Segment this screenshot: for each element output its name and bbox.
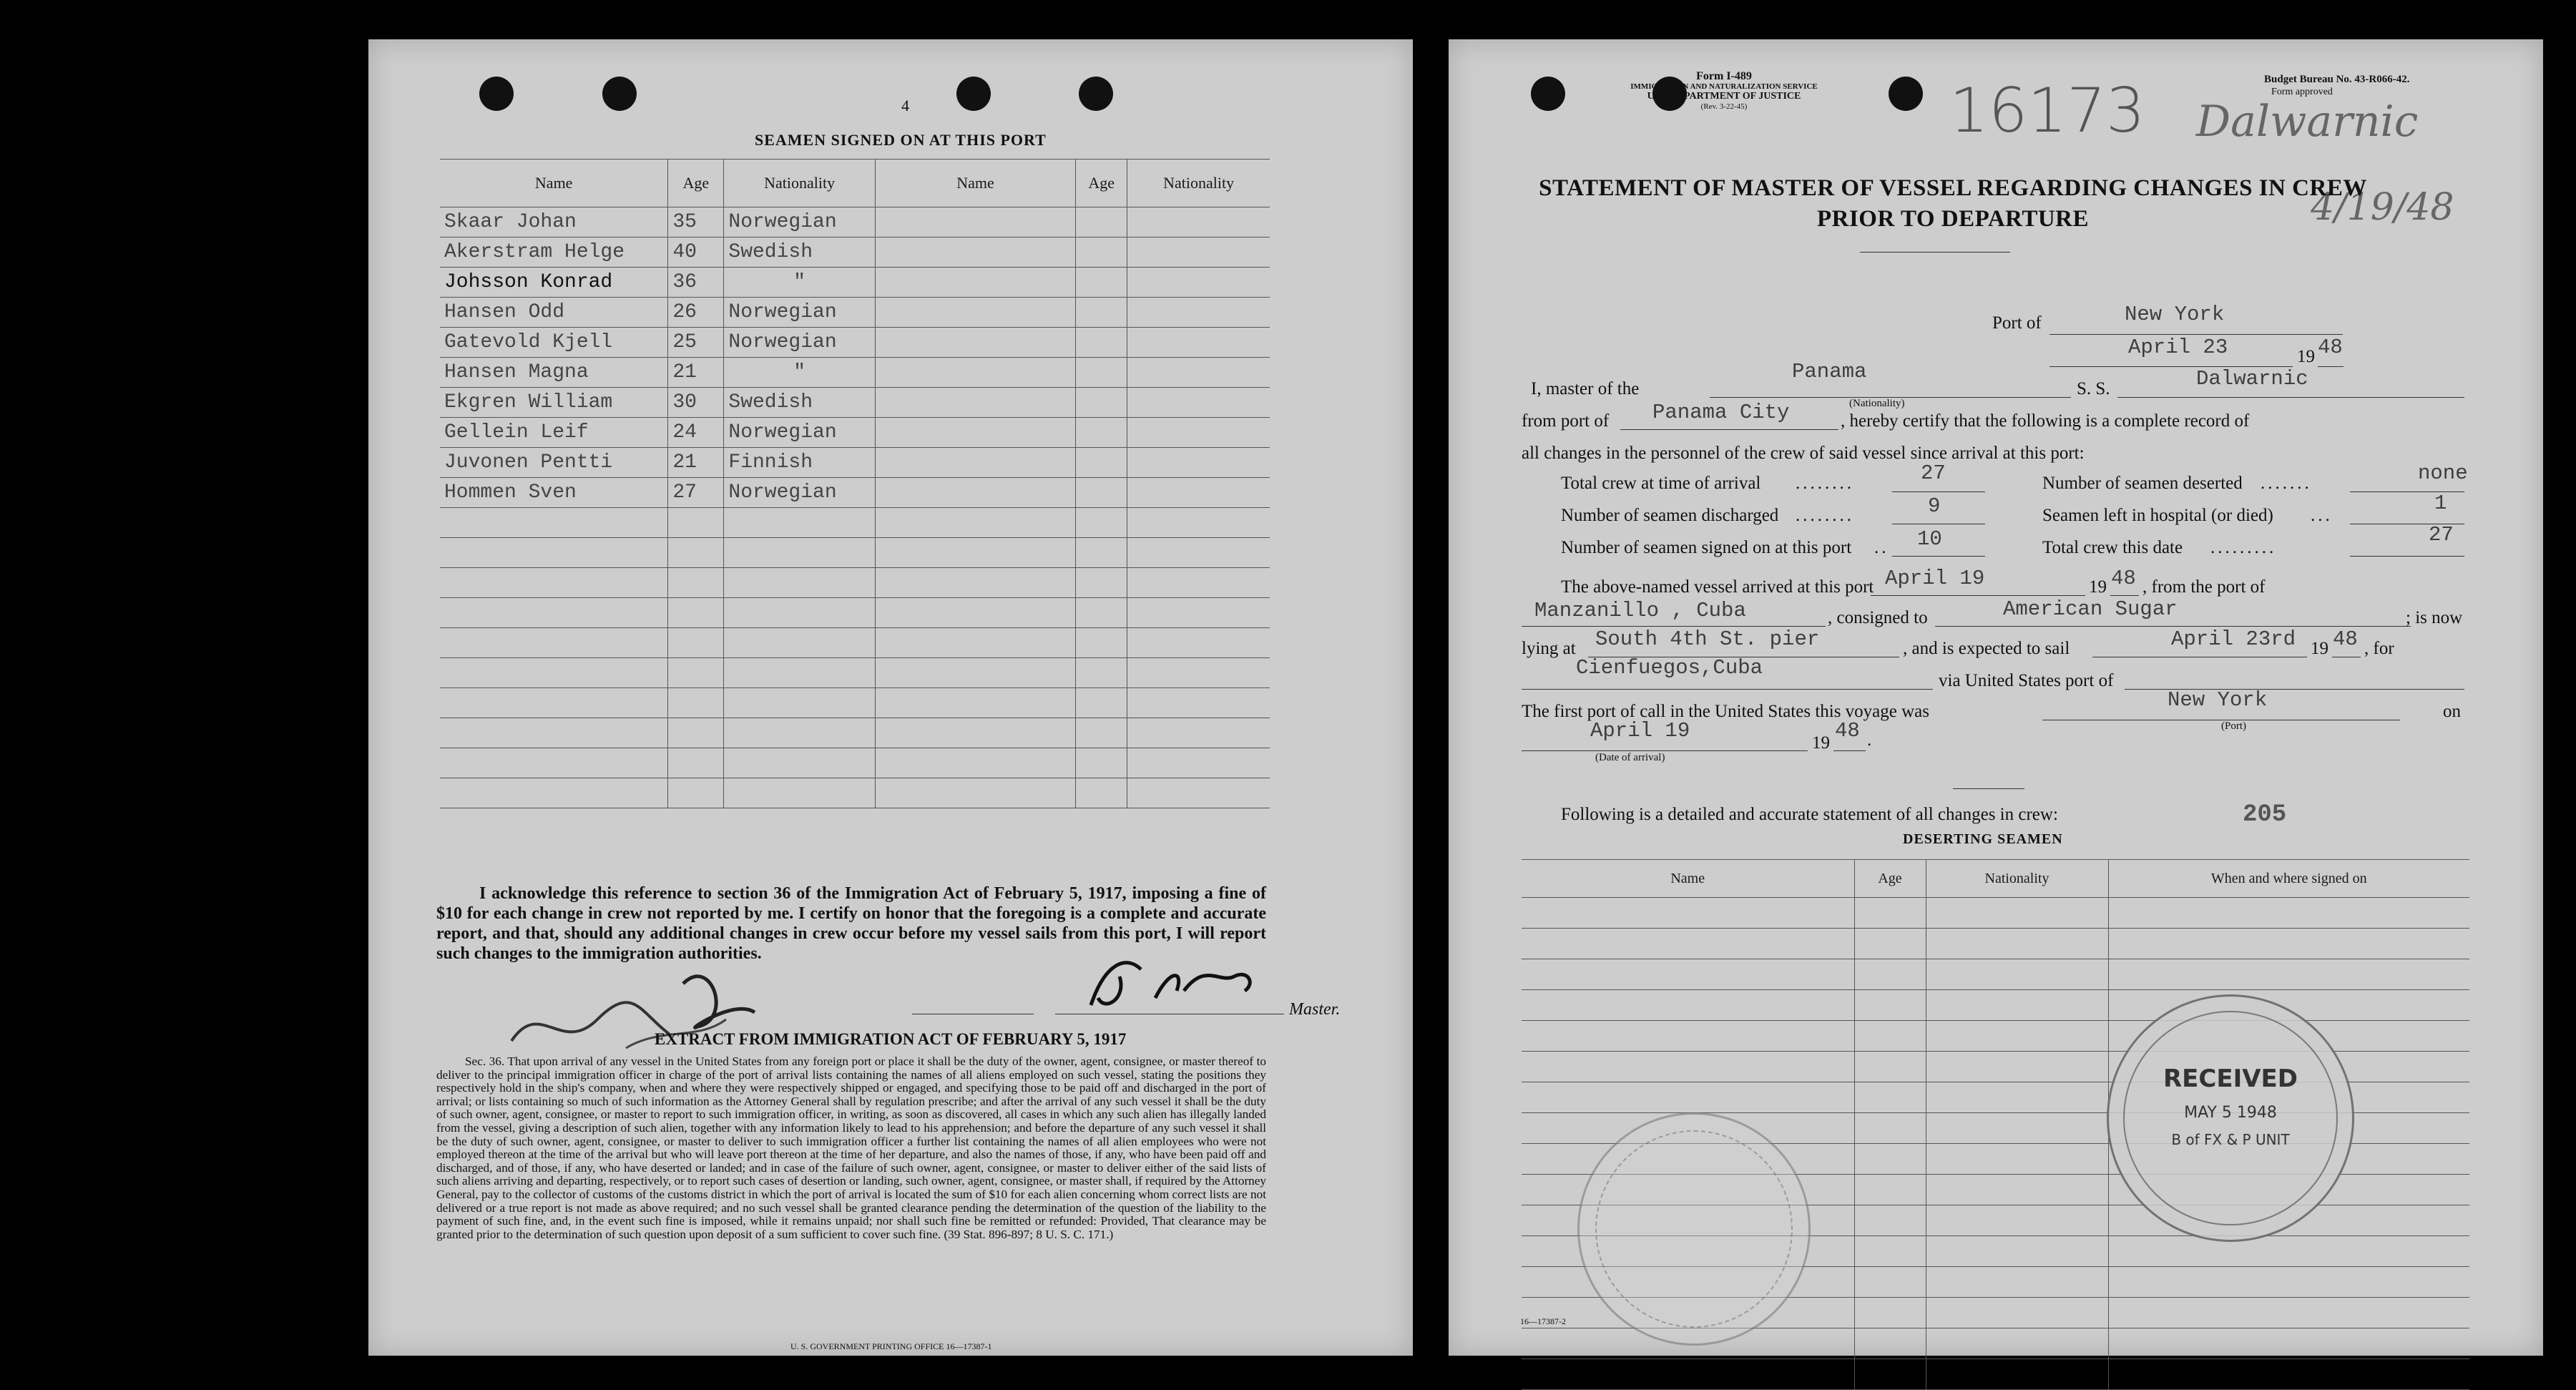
from-port-label: from port of <box>1522 411 1610 431</box>
arrival-date: April 19 <box>1590 719 1690 743</box>
nationality-caption: (Nationality) <box>1849 398 1905 409</box>
empty-row <box>1522 929 2469 959</box>
total-crew-date-value: 27 <box>2429 523 2454 547</box>
punch-hole-icon <box>479 77 514 111</box>
vessel-name: Dalwarnic <box>2196 367 2308 391</box>
first-port-value: New York <box>2168 688 2268 712</box>
table-header-row <box>1522 860 2469 898</box>
empty-row <box>1522 959 2469 990</box>
empty-row <box>1522 898 2469 929</box>
column-header-age: Age <box>1854 860 1926 898</box>
hospital-label: Seamen left in hospital (or died) <box>2042 506 2273 525</box>
arrived-label: The above-named vessel arrived at this port <box>1561 577 1874 597</box>
ss-label: S. S. <box>2077 379 2110 398</box>
empty-row <box>1522 990 2469 1021</box>
empty-row <box>440 778 1270 808</box>
handwritten-vessel: Dalwarnic <box>2196 97 2419 147</box>
consigned-to-value: American Sugar <box>2003 597 2178 621</box>
footer-code: 16—17387-2 <box>1520 1316 1566 1326</box>
from-the-port-value: Manzanillo , Cuba <box>1534 599 1746 622</box>
seaman-name: Skaar Johan <box>440 207 668 238</box>
table-row <box>440 207 1270 238</box>
punch-hole-icon <box>956 77 991 111</box>
port-caption: (Port) <box>2221 720 2246 732</box>
expected-year: 48 <box>2333 627 2358 651</box>
port-of-label: Port of <box>1992 313 2042 333</box>
table-title: SEAMEN SIGNED ON AT THIS PORT <box>755 131 1047 149</box>
column-header-nationality: Nationality <box>1926 860 2108 898</box>
empty-row <box>1522 1359 2469 1390</box>
punch-hole-icon <box>1531 77 1565 111</box>
column-header-signed-on: When and where signed on <box>2108 860 2469 898</box>
table-row <box>440 268 1270 298</box>
seaman-age: 21 <box>668 358 724 388</box>
empty-row <box>440 598 1270 628</box>
year-prefix: 19 <box>2089 577 2107 597</box>
expected-label: , and is expected to sail <box>1903 639 2070 658</box>
port-of-value: New York <box>2125 303 2225 326</box>
from-the-port-label: , from the port of <box>2142 577 2266 597</box>
seaman-age: 27 <box>668 478 724 508</box>
seaman-name: Hansen Magna <box>440 358 668 388</box>
empty-row <box>440 718 1270 748</box>
table-row <box>440 238 1270 268</box>
table-row <box>440 418 1270 448</box>
column-header-age: Age <box>1076 160 1127 207</box>
year-prefix: 19 <box>2297 347 2315 366</box>
table-row <box>440 328 1270 358</box>
signed-on-label: Number of seamen signed on at this port <box>1561 538 1852 557</box>
master-signature-icon <box>1077 948 1263 1019</box>
total-crew-date-label: Total crew this date <box>2042 538 2183 557</box>
left-page <box>368 39 1413 1356</box>
empty-row <box>440 628 1270 658</box>
received-unit: B of FX & P UNIT <box>2171 1131 2290 1148</box>
year-prefix: 19 <box>1812 733 1830 753</box>
first-port-label: The first port of call in the United States this voyage was <box>1522 702 1930 721</box>
deserting-title: DESERTING SEAMEN <box>1903 831 2063 847</box>
agency-line: (Rev. 3-22-45) <box>1700 102 1748 111</box>
table-row <box>440 388 1270 418</box>
seaman-name: Gatevold Kjell <box>440 328 668 358</box>
seaman-nationality: Norwegian <box>724 328 875 358</box>
certify-text: , hereby certify that the following is a complete record of <box>1841 411 2250 431</box>
arrival-year: 48 <box>1835 719 1860 743</box>
seaman-name: Johsson Konrad <box>440 268 668 298</box>
deserted-value: none <box>2418 461 2468 485</box>
certify-text-2: all changes in the personnel of the crew of said vessel since arrival at this port: <box>1522 444 2085 463</box>
total-crew-arrival-label: Total crew at time of arrival <box>1561 474 1761 493</box>
handwritten-number: 16173 <box>1949 75 2145 147</box>
seaman-name: Hommen Sven <box>440 478 668 508</box>
year-prefix: 19 <box>2311 639 2328 658</box>
form-approved: Form approved <box>2271 87 2333 97</box>
date-value: April 23 <box>2128 336 2228 359</box>
form-title: STATEMENT OF MASTER OF VESSEL REGARDING CHANGES IN CREW <box>1539 175 2367 201</box>
agency-line: IMMIGRATION AND NATURALIZATION SERVICE <box>1630 82 1818 91</box>
seaman-name: Hansen Odd <box>440 298 668 328</box>
seaman-age: 30 <box>668 388 724 418</box>
empty-row <box>440 688 1270 718</box>
acknowledgment-text: I acknowledge this reference to section 36 of the Immigration Act of February 5, 1917, imposing a fine of $10 for each change in crew not reported by me. I certify on honor that the foregoing is a complete and accurate report, and that, should any additional changes in crew occur before my vessel sails from this port, I will report such changes to the immigration authorities. <box>436 884 1266 963</box>
right-page: Form I-489 IMMIGRATION AND NATURALIZATION SERVICE U. S. DEPARTMENT OF JUSTICE (Rev. 3-22-45) Budget Bureau No. 43-R066-42. Form approved 16173 Dalwarnic 4/19/48 STATEMENT OF MASTER OF VESSEL REGARDING CHANGES IN CREW PRIOR TO DEPARTURE Port of New York April 23 19 48 I, master of the Panama (Nationality) S. S. Dalwarnic from port of Panama City , hereby certify that the following is a complete record of all changes in the personnel of the crew of said vessel since arrival at this port: Total crew at time of arrival ........ 27 Number of seamen deserted ....... none Number of seamen discharged ........ 9 Seamen left in hospital (or died) ... 1 Number of seamen signed on at this port .. 10 Total crew this date ......... 27 The above-named vessel arrived at this port April 19 19 48 , from the port of Manzanillo , Cuba , consigned to American Sugar ; is now lying at South 4th St. pier , and is expected to sail April 23rd 19 48 , for Cienfuegos,Cuba via United States port of The first port of call in the United States this voyage was New York (Port) on April 19 (Date of arrival) 19 48 . Following is a detailed and accurate statement of all changes in crew: 205 DESERTING SEAMEN Name Age Nationality When and where signed on RECEIVED MAY 5 1948 B of FX & P UNIT 16—17387-2 <box>1449 39 2543 1356</box>
seaman-nationality: Finnish <box>724 448 875 478</box>
seaman-age: 21 <box>668 448 724 478</box>
deserted-label: Number of seamen deserted <box>2042 474 2243 493</box>
seaman-age: 24 <box>668 418 724 448</box>
column-header-nationality: Nationality <box>724 160 875 207</box>
lying-at-label: lying at <box>1522 639 1576 658</box>
arrival-caption: (Date of arrival) <box>1595 752 1665 763</box>
faded-received-stamp-icon <box>1577 1112 1811 1346</box>
seaman-name: Juvonen Pentti <box>440 448 668 478</box>
column-header-name: Name <box>440 160 668 207</box>
page-number: 4 <box>901 97 909 114</box>
seaman-age: 26 <box>668 298 724 328</box>
empty-row <box>440 508 1270 538</box>
nationality-value: Panama <box>1792 360 1867 383</box>
seaman-name: Ekgren William <box>440 388 668 418</box>
agency-line: U. S. DEPARTMENT OF JUSTICE <box>1647 91 1801 102</box>
table-row <box>440 448 1270 478</box>
empty-row <box>440 538 1270 568</box>
seaman-nationality: Norwegian <box>724 298 875 328</box>
handwritten-date: 4/19/48 <box>2311 186 2454 229</box>
seaman-name: Gellein Leif <box>440 418 668 448</box>
for-label: , for <box>2364 639 2394 658</box>
column-header-nationality: Nationality <box>1127 160 1270 207</box>
table-row <box>440 298 1270 328</box>
total-crew-arrival: 27 <box>1921 461 1946 485</box>
lying-at-value: South 4th St. pier <box>1595 627 1820 651</box>
empty-row <box>440 568 1270 598</box>
extract-title: EXTRACT FROM IMMIGRATION ACT OF FEBRUARY 5, 1917 <box>655 1030 1127 1048</box>
discharged-value: 9 <box>1928 494 1941 518</box>
table-row <box>440 358 1270 388</box>
received-stamp <box>2107 994 2354 1242</box>
year-value: 48 <box>2318 336 2343 359</box>
table-header-row <box>440 160 1270 207</box>
seaman-nationality: " <box>724 268 875 298</box>
master-of-label: I, master of the <box>1531 379 1640 398</box>
is-now-label: ; is now <box>2406 608 2463 627</box>
arrived-year: 48 <box>2111 567 2136 590</box>
form-number: Form I-489 <box>1696 70 1752 82</box>
punch-hole-icon <box>1889 77 1923 111</box>
via-label: via United States port of <box>1939 671 2114 690</box>
seaman-age: 25 <box>668 328 724 358</box>
empty-row <box>440 658 1270 688</box>
table-row <box>440 478 1270 508</box>
punch-hole-icon <box>602 77 637 111</box>
following-text: Following is a detailed and accurate statement of all changes in crew: <box>1561 805 2058 824</box>
hospital-value: 1 <box>2434 491 2447 515</box>
seaman-nationality: Swedish <box>724 238 875 268</box>
budget-bureau: Budget Bureau No. 43-R066-42. <box>2264 74 2410 85</box>
signed-on-value: 10 <box>1917 527 1942 551</box>
consigned-label: , consigned to <box>1828 608 1928 627</box>
received-label: RECEIVED <box>2163 1064 2298 1093</box>
seaman-age: 36 <box>668 268 724 298</box>
empty-row <box>440 748 1270 778</box>
column-header-name: Name <box>1522 860 1854 898</box>
discharged-label: Number of seamen discharged <box>1561 506 1779 525</box>
expected-date: April 23rd <box>2171 627 2296 651</box>
seaman-nationality: Swedish <box>724 388 875 418</box>
from-port-value: Panama City <box>1652 401 1790 424</box>
punch-hole-icon <box>1079 77 1113 111</box>
seaman-nationality: Norwegian <box>724 478 875 508</box>
seaman-nationality: Norwegian <box>724 418 875 448</box>
seaman-nationality: " <box>724 358 875 388</box>
master-label: Master. <box>1289 1000 1341 1019</box>
seaman-nationality: Norwegian <box>724 207 875 238</box>
extract-text: Sec. 36. That upon arrival of any vessel in the United States from any foreign port or place it shall be the duty of the owner, agent, consignee, or master thereof to deliver to the principal immigration officer in charge of the port of arrival lists containing the names of all aliens employed on such vessel, stating the positions they respectively hold in the ship's company, when and where they were respectively shipped or engaged, and specifying those to be paid off and discharged in the port of arrival; or lists containing so much of such information as the Attorney General shall by regulation prescribe; and after the arrival of any such vessel it shall be the duty of such owner, agent, consignee, or master to report to such immigration officer, in writing, as soon as discovered, all cases in which any such alien has illegally landed from the vessel, giving a description of such alien, together with any information likely to lead to his apprehension; and before the departure of any such vessel it shall be the duty of such owner, agent, consignee, or master to deliver to such immigration officer a further list containing the names of all alien employees who were not employed thereon at the time of the arrival but who will leave port thereon at the time of her departure, and also the names of those, if any, who have been paid off and discharged, and of those, if any, who have deserted or landed; and in case of the failure of such owner, agent, consignee, or master to deliver either of the said lists of such aliens arriving and departing, respectively, or to report such cases of desertion or landing, such owner, agent, consignee, or master shall, if required by the Attorney General, pay to the collector of customs of the customs district in which the port of arrival is located the sum of $10 for each alien concerning whom correct lists are not delivered or a true report is not made as above required; and no such vessel shall be granted clearance pending the determination of the question of the liability to the payment of such fine, and, in the event such fine is imposed, while it remains unpaid; nor shall such fine be remitted or refunded: Provided, That clearance may be granted prior to the determination of such question upon deposit of a sum sufficient to cover such fine. (39 Stat. 896-897; 8 U. S. C. 171.) <box>436 1054 1266 1241</box>
on-label: on <box>2443 702 2461 721</box>
seaman-name: Akerstram Helge <box>440 238 668 268</box>
form-subtitle: PRIOR TO DEPARTURE <box>1816 206 2090 232</box>
seamen-signed-on-table <box>440 159 1270 808</box>
arrived-date: April 19 <box>1885 567 1985 590</box>
column-header-name: Name <box>875 160 1075 207</box>
destination-value: Cienfuegos,Cuba <box>1576 656 1763 680</box>
received-date: MAY 5 1948 <box>2184 1104 2277 1122</box>
printing-office: U. S. GOVERNMENT PRINTING OFFICE 16—17387-1 <box>790 1341 992 1351</box>
stamp-number: 205 <box>2243 801 2287 828</box>
seaman-age: 35 <box>668 207 724 238</box>
seaman-age: 40 <box>668 238 724 268</box>
column-header-age: Age <box>668 160 724 207</box>
